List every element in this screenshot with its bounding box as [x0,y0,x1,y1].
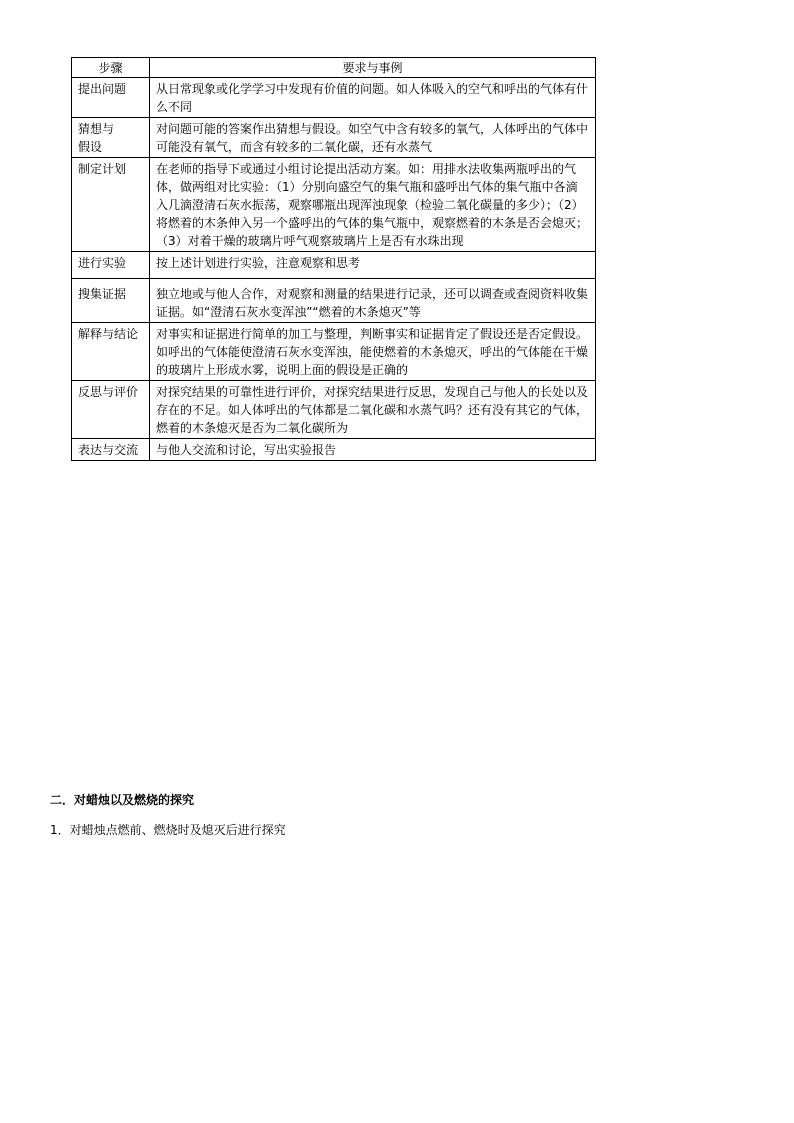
desc-cell: 从日常现象或化学学习中发现有价值的问题。如人体吸入的空气和呼出的气体有什么不同 [150,78,596,118]
table-row [72,279,596,323]
desc-cell: 独立地或与他人合作，对观察和测量的结果进行记录，还可以调查或查阅资料收集证据。如“澄清石灰水变浑浊”“燃着的木条熄灭”等 [150,279,596,323]
step-cell: 搜集证据 [72,279,150,323]
desc-cell: 与他人交流和讨论，写出实验报告 [150,439,596,461]
section-heading: 二．对蜡烛以及燃烧的探究 [50,793,195,807]
step-cell: 提出问题 [72,78,150,118]
table-header-row [72,58,596,78]
desc-cell: 对问题可能的答案作出猜想与假设。如空气中含有较多的氧气，人体呼出的气体中可能没有氧气，而含有较多的二氧化碳，还有水蒸气 [150,118,596,158]
inquiry-steps-table [71,57,596,461]
step-cell: 猜想与假设 [72,118,150,158]
table-row [72,323,596,381]
step-cell: 制定计划 [72,158,150,252]
step-cell: 解释与结论 [72,323,150,381]
header-requirements: 要求与事例 [150,58,596,78]
desc-cell: 对事实和证据进行简单的加工与整理，判断事实和证据肯定了假设还是否定假设。如呼出的气体能使澄清石灰水变浑浊，能使燃着的木条熄灭，呼出的气体能在干燥的玻璃片上形成水雾，说明上面的假设是正确的 [150,323,596,381]
table-row [72,381,596,439]
table-row [72,118,596,158]
table-row [72,252,596,279]
desc-cell: 按上述计划进行实验，注意观察和思考 [150,252,596,279]
table-row [72,78,596,118]
section-subheading: 1．对蜡烛点燃前、燃烧时及熄灭后进行探究 [50,823,286,837]
step-cell: 进行实验 [72,252,150,279]
step-cell: 反思与评价 [72,381,150,439]
header-step: 步骤 [72,58,150,78]
table-row [72,158,596,252]
table-row [72,439,596,461]
step-cell: 表达与交流 [72,439,150,461]
desc-cell: 在老师的指导下或通过小组讨论提出活动方案。如：用排水法收集两瓶呼出的气体，做两组对比实验：（1）分别向盛空气的集气瓶和盛呼出气体的集气瓶中各滴入几滴澄清石灰水振荡，观察哪瓶出现浑浊现象（检验二氧化碳量的多少）；（2）将燃着的木条伸入另一个盛呼出的气体的集气瓶中，观察燃着的木条是否会熄灭；（3）对着干燥的玻璃片呼气观察玻璃片上是否有水珠出现 [150,158,596,252]
desc-cell: 对探究结果的可靠性进行评价，对探究结果进行反思，发现自己与他人的长处以及存在的不足。如人体呼出的气体都是二氧化碳和水蒸气吗？还有没有其它的气体，燃着的木条熄灭是否为二氧化碳所为 [150,381,596,439]
